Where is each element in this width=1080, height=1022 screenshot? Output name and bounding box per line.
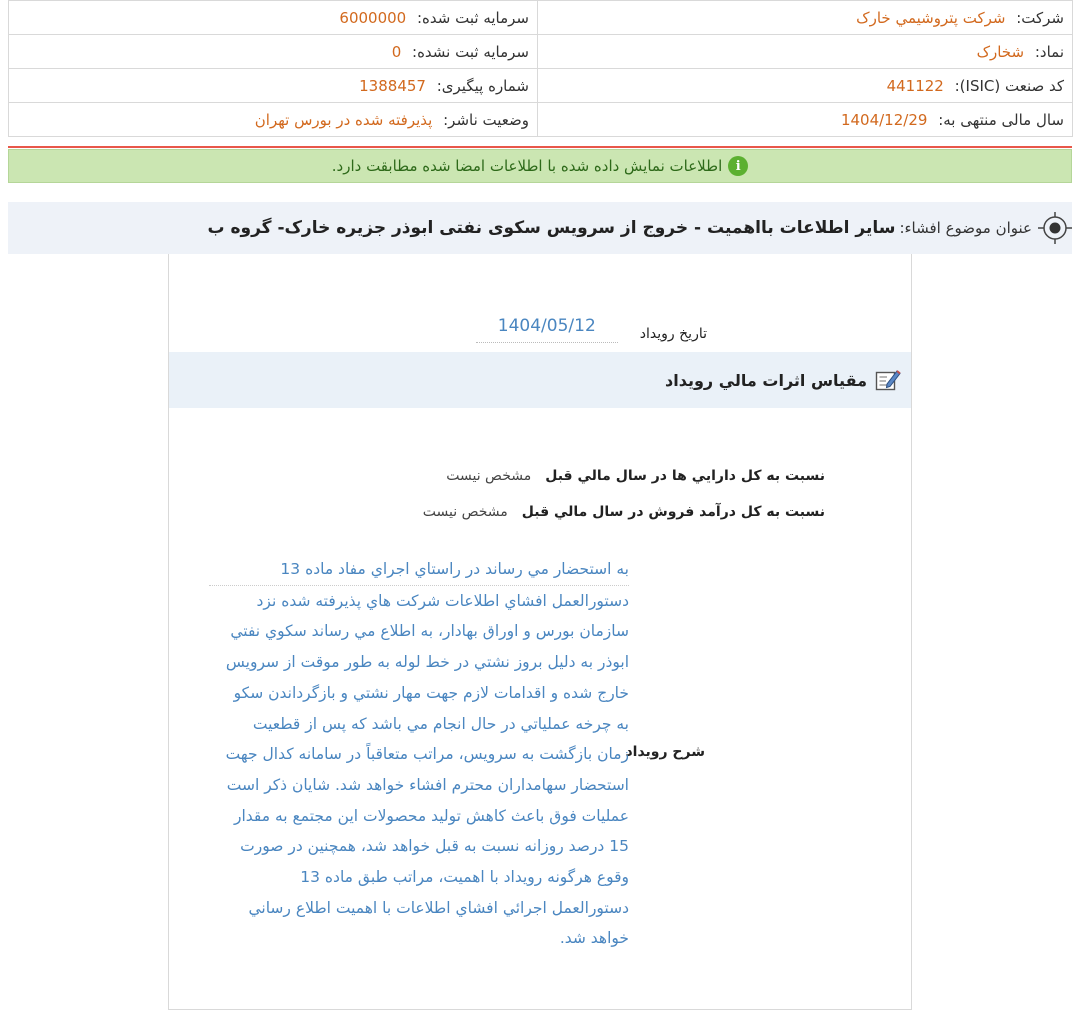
reg-capital-value: 6000000 <box>339 8 407 27</box>
description-line: 15 درصد روزانه نسبت به قبل خواهد شد، همچنین در صورت <box>240 837 629 856</box>
description-line: دستورالعمل افشاي اطلاعات شرکت هاي پذيرفته شده نزد <box>256 591 629 610</box>
unreg-capital-value: 0 <box>391 42 402 61</box>
description-line: سازمان بورس و اوراق بهادار، به اطلاع مي رساند سکوي نفتي <box>230 622 629 641</box>
reg-capital-cell <box>9 1 538 35</box>
financial-impact-header <box>169 352 911 408</box>
description-line: استحضار سهامداران محترم افشاء خواهد شد. شایان ذکر است <box>226 775 629 794</box>
company-cell <box>538 1 1073 35</box>
description-line: خواهد شد. <box>559 929 629 948</box>
company-value: شرکت پتروشيمي خارک <box>856 8 1006 27</box>
status-cell <box>9 103 538 137</box>
description-line: به چرخه عملياتي در حال انجام مي باشد که پس از قطعيت <box>252 714 629 733</box>
ratio-sales-value: مشخص نيست <box>422 504 508 520</box>
description-line: وقوع هرگونه رويداد با اهميت، مراتب طبق ماده 13 <box>300 868 629 887</box>
fiscal-value: 1404/12/29 <box>840 110 928 129</box>
symbol-cell <box>538 35 1073 69</box>
disclosure-subject-bar <box>8 202 1072 254</box>
isic-cell <box>538 69 1073 103</box>
status-value: پذیرفته شده در بورس تهران <box>254 110 433 129</box>
status-label: وضعیت ناشر: <box>443 110 529 129</box>
description-line: دستورالعمل اجرائي افشاي اطلاعات با اهميت اطلاع رساني <box>248 898 629 917</box>
edit-note-icon <box>875 368 901 392</box>
signature-notice <box>8 149 1072 183</box>
event-description-label: شرح رويداد <box>625 744 705 760</box>
subject-label: عنوان موضوع افشاء: <box>899 219 1032 237</box>
event-date-label: تاريخ رويداد <box>639 325 707 342</box>
unreg-capital-label: سرمایه ثبت نشده: <box>412 42 529 61</box>
company-label: شرکت: <box>1016 8 1064 27</box>
tracking-value: 1388457 <box>359 76 426 95</box>
company-info-table <box>8 0 1073 137</box>
description-line: خارج شده و اقدامات لازم جهت مهار نشتي و بازگرداندن سکو <box>233 683 629 702</box>
description-line: به استحضار مي رساند در راستاي اجراي مفاد ماده 13 <box>209 554 629 586</box>
tracking-cell <box>9 69 538 103</box>
symbol-value: شخارک <box>976 42 1025 61</box>
isic-value: 441122 <box>886 76 944 95</box>
event-date-value: 1404/05/12 <box>476 316 618 343</box>
event-description-text <box>209 554 629 954</box>
info-icon: i <box>728 156 748 176</box>
fiscal-label: سال مالی منتهی به: <box>938 110 1064 129</box>
description-line: زمان بازگشت به سرويس، مراتب متعاقباً در سامانه کدال جهت <box>225 745 629 764</box>
isic-label: کد صنعت (ISIC): <box>954 76 1064 95</box>
unreg-capital-cell <box>9 35 538 69</box>
description-line: عملیات فوق باعث کاهش تولید محصولات این مجتمع به مقدار <box>233 806 629 825</box>
event-date-row <box>476 316 707 343</box>
event-panel <box>168 254 912 1010</box>
ratio-sales-row <box>423 504 825 520</box>
subject-title: سایر اطلاعات بااهمیت - خروج از سرویس سکوی نفتی ابوذر جزیره خارک- گروه ب <box>207 218 896 238</box>
symbol-label: نماد: <box>1034 42 1064 61</box>
fiscal-cell <box>538 103 1073 137</box>
financial-impact-title: مقياس اثرات مالي رويداد <box>665 370 867 390</box>
description-line: ابوذر به دليل بروز نشتي در خط لوله به طور موقت از سرويس <box>225 653 629 672</box>
target-icon <box>1038 211 1072 245</box>
reg-capital-label: سرمایه ثبت شده: <box>417 8 529 27</box>
notice-text: اطلاعات نمایش داده شده با اطلاعات امضا شده مطابقت دارد. <box>331 157 723 175</box>
ratio-assets-row <box>446 468 825 484</box>
tracking-label: شماره پیگیری: <box>436 76 529 95</box>
ratio-assets-label: نسبت به کل دارايي ها در سال مالي قبل <box>545 468 825 484</box>
divider-line <box>8 146 1072 148</box>
ratio-assets-value: مشخص نيست <box>446 468 532 484</box>
ratio-sales-label: نسبت به کل درآمد فروش در سال مالي قبل <box>521 504 825 520</box>
